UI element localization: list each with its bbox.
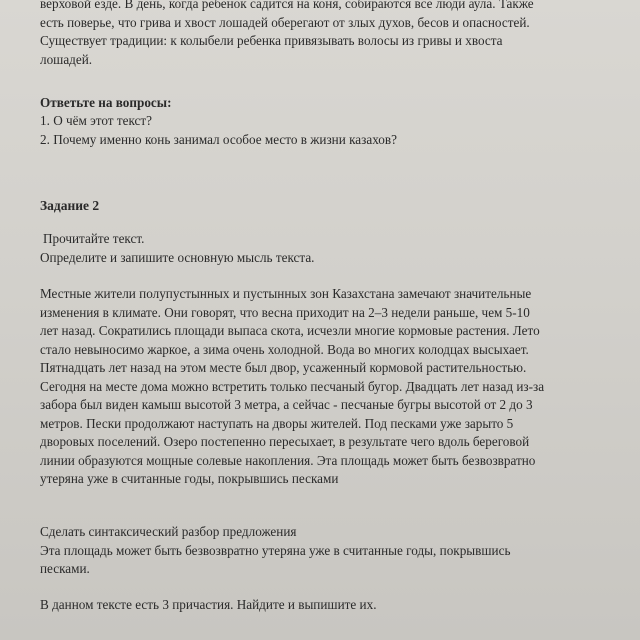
syntax-task-heading: Сделать синтаксический разбор предложения: [40, 524, 297, 539]
text-line: метров. Пески продолжают наступать на дворы жителей. Под песками уже зарыто 5: [40, 415, 514, 431]
main-text-paragraph: [40, 285, 620, 489]
text-line: лошадей.: [40, 51, 93, 67]
text-line: дворовых поселений. Озеро постепенно пересыхает, в результате чего вдоль береговой: [40, 434, 530, 449]
text-line: Местные жители полупустынных и пустынных зон Казахстана замечают значительные: [40, 286, 532, 301]
question-item: 2. Почему именно конь занимал особое место в жизни казахов?: [40, 131, 397, 147]
text-line: Пятнадцать лет назад на этом месте был двор, усаженный кормовой растительностью.: [40, 360, 527, 375]
text-line: стало невыносимо жаркое, а зима очень холодной. Вода во многих колодцах высыхает.: [40, 341, 529, 357]
task-title: Задание 2: [40, 198, 100, 213]
text-line: утеряна уже в считанные годы, покрывшись песками: [40, 471, 339, 486]
text-line: верховой езде. В день, когда ребенок садится на коня, собираются все люди аула. Также: [40, 0, 534, 11]
questions-list: [40, 112, 620, 149]
questions-heading: Ответьте на вопросы:: [40, 95, 172, 110]
text-line: песками.: [40, 561, 90, 576]
text-line: лет назад. Сократились площади выпаса скота, исчезли многие кормовые растения. Лето: [40, 323, 540, 338]
instruction-line: Определите и запишите основную мысль текста.: [40, 249, 315, 265]
text-line: изменения в климате. Они говорят, что весна приходит на 2–3 недели раньше, чем 5-10: [40, 304, 530, 320]
text-line: есть поверье, что грива и хвост лошадей оберегают от злых духов, бесов и опасностей.: [40, 14, 530, 30]
intro-paragraph: [40, 0, 620, 69]
instruction-line: Прочитайте текст.: [43, 231, 145, 246]
question-item: 1. О чём этот текст?: [40, 113, 153, 128]
text-line: Эта площадь может быть безвозвратно утеряна уже в считанные годы, покрывшись: [40, 542, 511, 558]
syntax-task: [40, 523, 620, 579]
participles-task: В данном тексте есть 3 причастия. Найдите и выпишите их.: [40, 597, 377, 612]
text-line: Существует традиции: к колыбели ребенка привязывать волосы из гривы и хвоста: [40, 33, 503, 48]
text-line: Сегодня на месте дома можно встретить только песчаный бугор. Двадцать лет назад из-за: [40, 378, 545, 394]
text-line: линии образуются мощные солевые накопления. Эта площадь может быть безвозвратно: [40, 452, 536, 468]
task-instructions: [40, 230, 620, 267]
text-line: забора был виден камыш высотой 3 метра, а сейчас - песчаные бугры высотой от 2 до 3: [40, 397, 533, 412]
